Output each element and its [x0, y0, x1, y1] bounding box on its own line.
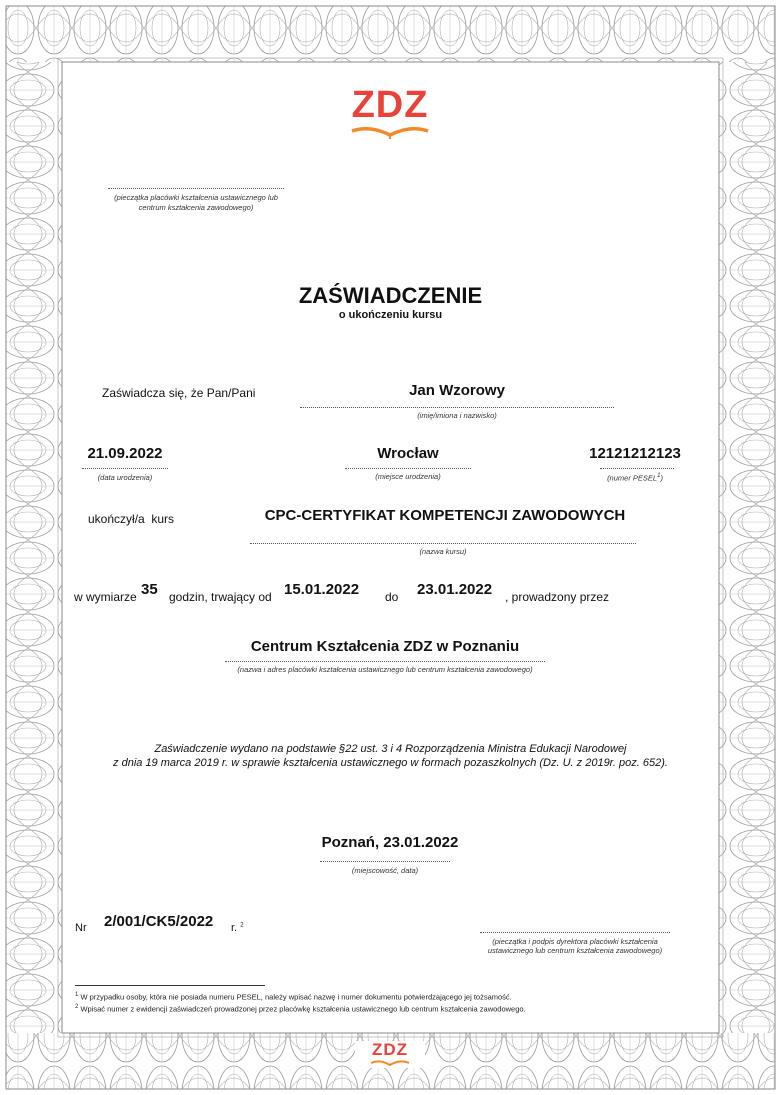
logo-text: ZDZ: [351, 84, 429, 126]
pesel-caption: [590, 473, 680, 483]
institution-line: [225, 661, 545, 662]
document-title: ZAŚWIADCZENIE: [298, 283, 483, 308]
number-suffix-sup: 2: [240, 922, 244, 929]
document-subtitle: o ukończeniu kursu: [338, 309, 443, 321]
director-signature-line: [480, 932, 670, 933]
birth-date-value: 21.09.2022: [87, 445, 163, 462]
to-date-value: 23.01.2022: [417, 581, 493, 598]
course-line: [250, 543, 636, 544]
director-caption-line-1: (pieczątka i podpis dyrektora placówki kształcenia: [492, 937, 658, 946]
birth-date-line: [82, 468, 168, 469]
logo-bottom-book-icon: [370, 1060, 410, 1068]
birth-place-value: Wrocław: [377, 445, 439, 462]
legal-basis-line-1: Zaświadczenie wydano na podstawie §22 ust. 3 i 4 Rozporządzenia Ministra Edukacji Narodowej: [154, 743, 627, 755]
birth-place-line: [345, 468, 471, 469]
number-value: 2/001/CK5/2022: [104, 913, 214, 930]
legal-basis-line-2: z dnia 19 marca 2019 r. w sprawie kształcenia ustawicznego w formach pozaszkolnych (Dz. U. z 2019r. poz. 652).: [113, 757, 668, 769]
logo-book-icon: [350, 127, 430, 141]
footnote-2: [75, 1004, 526, 1014]
pesel-caption-end: ): [660, 473, 663, 483]
intro-label: Zaświadcza się, że Pan/Pani: [102, 386, 256, 400]
number-suffix: [231, 922, 244, 934]
hours-label: godzin, trwający od: [169, 590, 272, 604]
institution-value: Centrum Kształcenia ZDZ w Poznaniu: [250, 638, 520, 655]
footnote-1: [75, 992, 512, 1002]
zdz-logo: [330, 85, 450, 141]
birth-place-caption: (miejsce urodzenia): [375, 472, 441, 481]
to-label: do: [385, 590, 399, 604]
pesel-line: [600, 468, 674, 469]
footnote-2-mark: 2: [75, 1004, 79, 1010]
name-caption: (imię/imiona i nazwisko): [417, 411, 497, 420]
course-value: CPC-CERTYFIKAT KOMPETENCJI ZAWODOWYCH: [264, 507, 626, 524]
name-line: [300, 407, 614, 408]
place-date-caption: (miejscowość, data): [351, 866, 419, 875]
birth-date-caption: (data urodzenia): [97, 473, 153, 482]
duration-prefix: w wymiarze: [74, 590, 137, 604]
name-value: Jan Wzorowy: [409, 382, 505, 399]
footnote-1-mark: 1: [75, 992, 79, 998]
footnote-2-text: Wpisać numer z ewidencji zaświadczeń prowadzonej przez placówkę kształcenia ustawicznego lub centrum kształcenia zawodowego.: [80, 1004, 526, 1014]
from-date-value: 15.01.2022: [284, 581, 360, 598]
pesel-caption-sup: 1: [657, 473, 661, 479]
number-prefix: Nr: [75, 922, 87, 934]
course-caption: (nazwa kursu): [419, 547, 467, 556]
place-date-value: Poznań, 23.01.2022: [321, 834, 459, 851]
number-suffix-text: r.: [231, 922, 238, 934]
stamp-line: [108, 188, 284, 189]
director-caption-line-2: ustawicznego lub centrum kształcenia zawodowego): [487, 946, 663, 955]
footnote-separator: [75, 985, 265, 986]
place-date-line: [320, 861, 450, 862]
pesel-caption-text: (numer PESEL: [607, 473, 658, 483]
hours-value: 35: [141, 581, 158, 598]
pesel-value: 12121212123: [589, 445, 681, 462]
stamp-caption: (pieczątka placówki kształcenia ustawicznego lub centrum kształcenia zawodowego): [114, 193, 278, 212]
completed-label: ukończył/a kurs: [88, 512, 175, 526]
zdz-logo-bottom: [355, 1041, 425, 1068]
institution-caption: (nazwa i adres placówki kształcenia ustawicznego lub centrum kształcenia zawodowego): [237, 665, 533, 674]
duration-suffix: , prowadzony przez: [505, 590, 610, 604]
logo-bottom-text: ZDZ: [371, 1040, 409, 1059]
footnote-1-text: W przypadku osoby, która nie posiada numeru PESEL, należy wpisać nazwę i numer dokumentu potwierdzającego jej tożsamość.: [80, 992, 512, 1002]
